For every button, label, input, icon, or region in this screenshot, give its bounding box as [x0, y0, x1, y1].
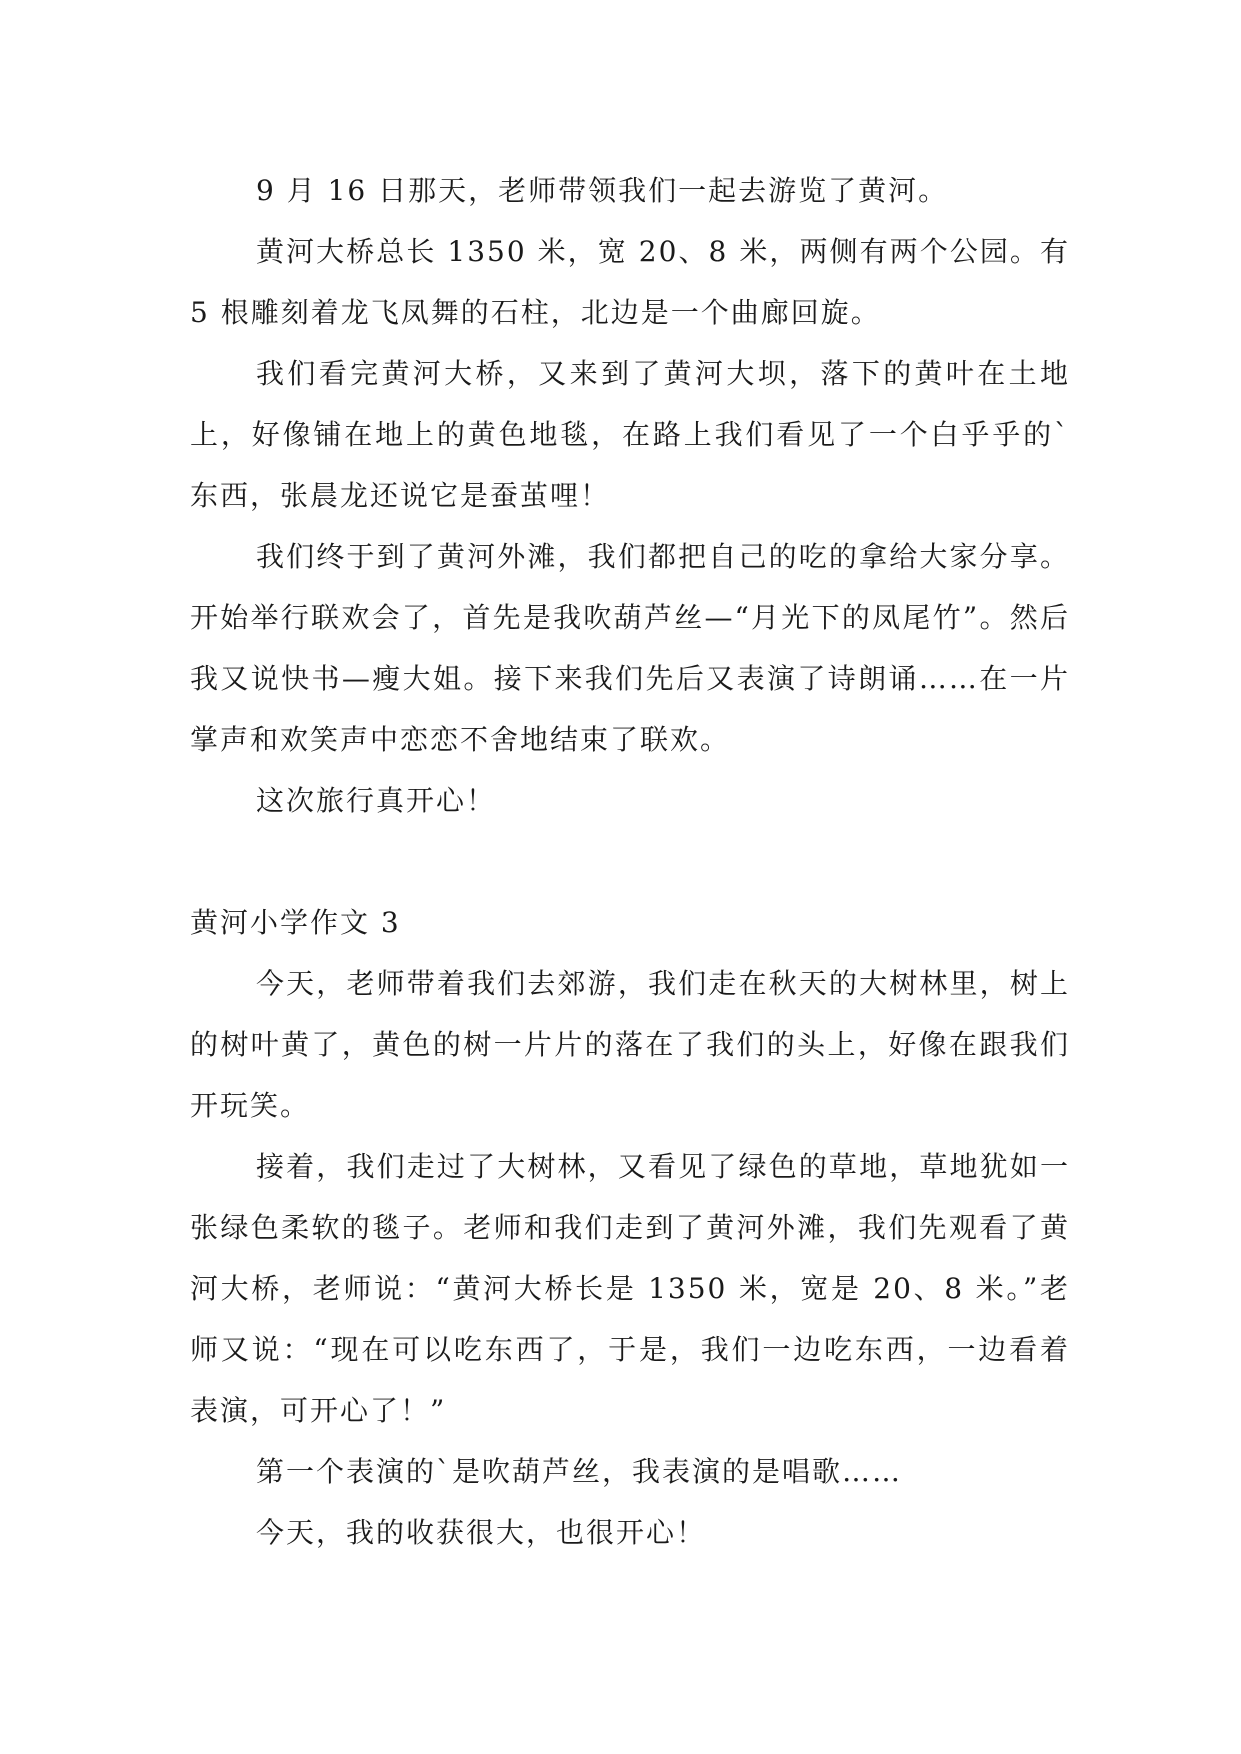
paragraph: 今天，老师带着我们去郊游，我们走在秋天的大树林里，树上的树叶黄了，黄色的树一片片的落在了我们的头上，好像在跟我们开玩笑。 [190, 967, 1070, 1122]
paragraph: 第一个表演的`是吹葫芦丝，我表演的是唱歌…… [256, 1455, 903, 1488]
paragraph: 黄河大桥总长 1350 米，宽 20、8 米，两侧有两个公园。有 5 根雕刻着龙飞凤舞的石柱，北边是一个曲廊回旋。 [190, 235, 1070, 329]
paragraph: 9 月 16 日那天，老师带领我们一起去游览了黄河。 [256, 174, 949, 207]
paragraph: 今天，我的收获很大，也很开心！ [256, 1516, 707, 1549]
paragraph: 我们终于到了黄河外滩，我们都把自己的吃的拿给大家分享。开始举行联欢会了，首先是我吹葫芦丝—“月光下的凤尾竹”。然后我又说快书—瘦大姐。接下来我们先后又表演了诗朗诵……在一片掌声和欢笑声中恋恋不舍地结束了联欢。 [190, 540, 1070, 756]
paragraph: 我们看完黄河大桥，又来到了黄河大坝，落下的黄叶在土地上，好像铺在地上的黄色地毯，在路上我们看见了一个白乎乎的`东西，张晨龙还说它是蚕茧哩！ [190, 357, 1070, 512]
section-heading: 黄河小学作文 3 [190, 906, 401, 939]
paragraph: 接着，我们走过了大树林，又看见了绿色的草地，草地犹如一张绿色柔软的毯子。老师和我们走到了黄河外滩，我们先观看了黄河大桥，老师说：“黄河大桥长是 1350 米，宽是 20、8 米。”老师又说：“现在可以吃东西了，于是，我们一边吃东西，一边看着表演，可开心了！” [190, 1150, 1070, 1427]
paragraph: 这次旅行真开心！ [256, 784, 497, 817]
document-body [190, 160, 1070, 1563]
